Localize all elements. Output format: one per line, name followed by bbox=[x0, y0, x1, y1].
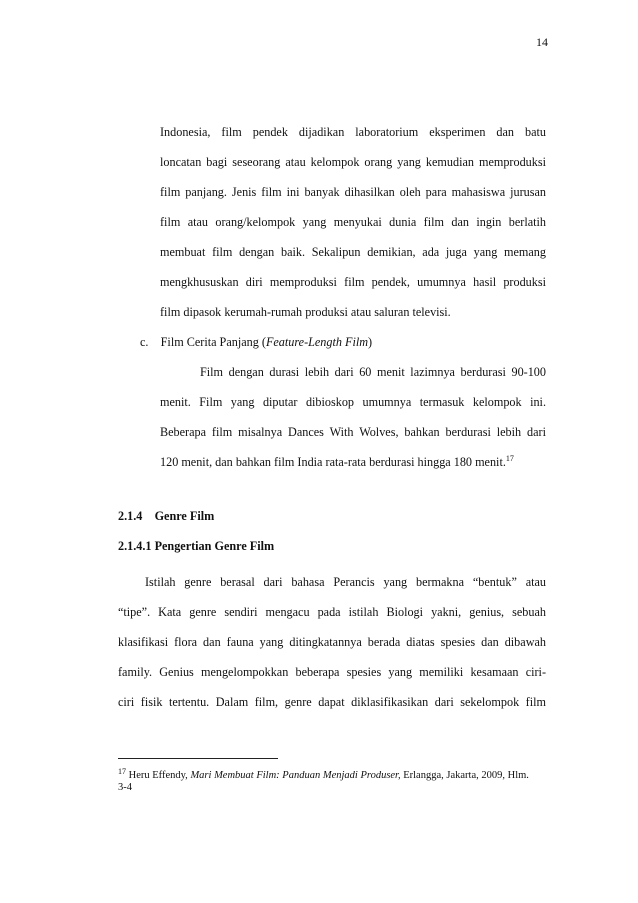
list-item-c bbox=[140, 334, 372, 350]
heading-title: Pengertian Genre Film bbox=[154, 539, 275, 553]
footnote-title: Mari Membuat Film: Panduan Menjadi Produser, bbox=[190, 770, 401, 781]
paragraph-1-line: film panjang. Jenis film ini banyak dihasilkan oleh para mahasiswa jurusan bbox=[160, 185, 546, 199]
paragraph-1-line: loncatan bagi seseorang atau kelompok orang yang kemudian memproduksi bbox=[160, 155, 546, 169]
list-title-italic: Feature-Length Film bbox=[265, 335, 369, 349]
heading-2-1-4-1 bbox=[118, 538, 274, 554]
footnote-line-1 bbox=[118, 765, 529, 783]
paragraph-2-line: menit. Film yang diputar dibioskop umumnya termasuk kelompok ini. bbox=[160, 395, 546, 409]
paragraph-1-line: film dipasok kerumah-rumah produksi atau saluran televisi. bbox=[160, 305, 451, 319]
paragraph-3-line: klasifikasi flora dan fauna yang ditingkatannya berada diatas spesies dan dibawah bbox=[118, 635, 546, 649]
footnote-marker: 17 bbox=[118, 767, 126, 776]
heading-2-1-4 bbox=[118, 508, 214, 524]
paragraph-1-line: membuat film dengan baik. Sekalipun demikian, ada juga yang memang bbox=[160, 245, 546, 259]
list-title-suffix: ) bbox=[368, 335, 373, 349]
paragraph-2-line: Beberapa film misalnya Dances With Wolves, bahkan berdurasi lebih dari bbox=[160, 425, 546, 439]
footnote-separator bbox=[118, 758, 278, 759]
paragraph-3-line: family. Genius mengelompokkan beberapa spesies yang memiliki kesamaan ciri- bbox=[118, 665, 546, 679]
paragraph-3-line: ciri fisik tertentu. Dalam film, genre dapat diklasifikasikan dari sekelompok film bbox=[118, 695, 546, 709]
heading-number: 2.1.4 bbox=[118, 509, 143, 523]
footnote-ref: 17 bbox=[505, 454, 514, 463]
paragraph-2-line-last bbox=[160, 454, 514, 470]
list-marker: c. bbox=[140, 335, 149, 349]
paragraph-2-line: 120 menit, dan bahkan film India rata-rata berdurasi hingga 180 menit. bbox=[160, 455, 506, 469]
paragraph-2-line: Film dengan durasi lebih dari 60 menit lazimnya berdurasi 90-100 bbox=[200, 365, 546, 379]
footnote-publisher: Erlangga, Jakarta, 2009, Hlm. bbox=[403, 770, 529, 781]
page-number: 14 bbox=[536, 35, 548, 49]
paragraph-1-line: mengkhususkan diri memproduksi film pendek, umumnya hasil produksi bbox=[160, 275, 546, 289]
list-title-prefix: Film Cerita Panjang ( bbox=[160, 335, 266, 349]
paragraph-3-line: Istilah genre berasal dari bahasa Perancis yang bermakna “bentuk” atau bbox=[145, 575, 546, 589]
footnote-line-2: 3-4 bbox=[118, 782, 132, 793]
paragraph-1-line: film atau orang/kelompok yang menyukai dunia film dan ingin berlatih bbox=[160, 215, 546, 229]
heading-number: 2.1.4.1 bbox=[118, 539, 152, 553]
footnote-author: Heru Effendy, bbox=[128, 770, 188, 781]
heading-title: Genre Film bbox=[154, 509, 215, 523]
paragraph-1-line: Indonesia, film pendek dijadikan laboratorium eksperimen dan batu bbox=[160, 125, 546, 139]
paragraph-3-line: “tipe”. Kata genre sendiri mengacu pada istilah Biologi yakni, genius, sebuah bbox=[118, 605, 546, 619]
